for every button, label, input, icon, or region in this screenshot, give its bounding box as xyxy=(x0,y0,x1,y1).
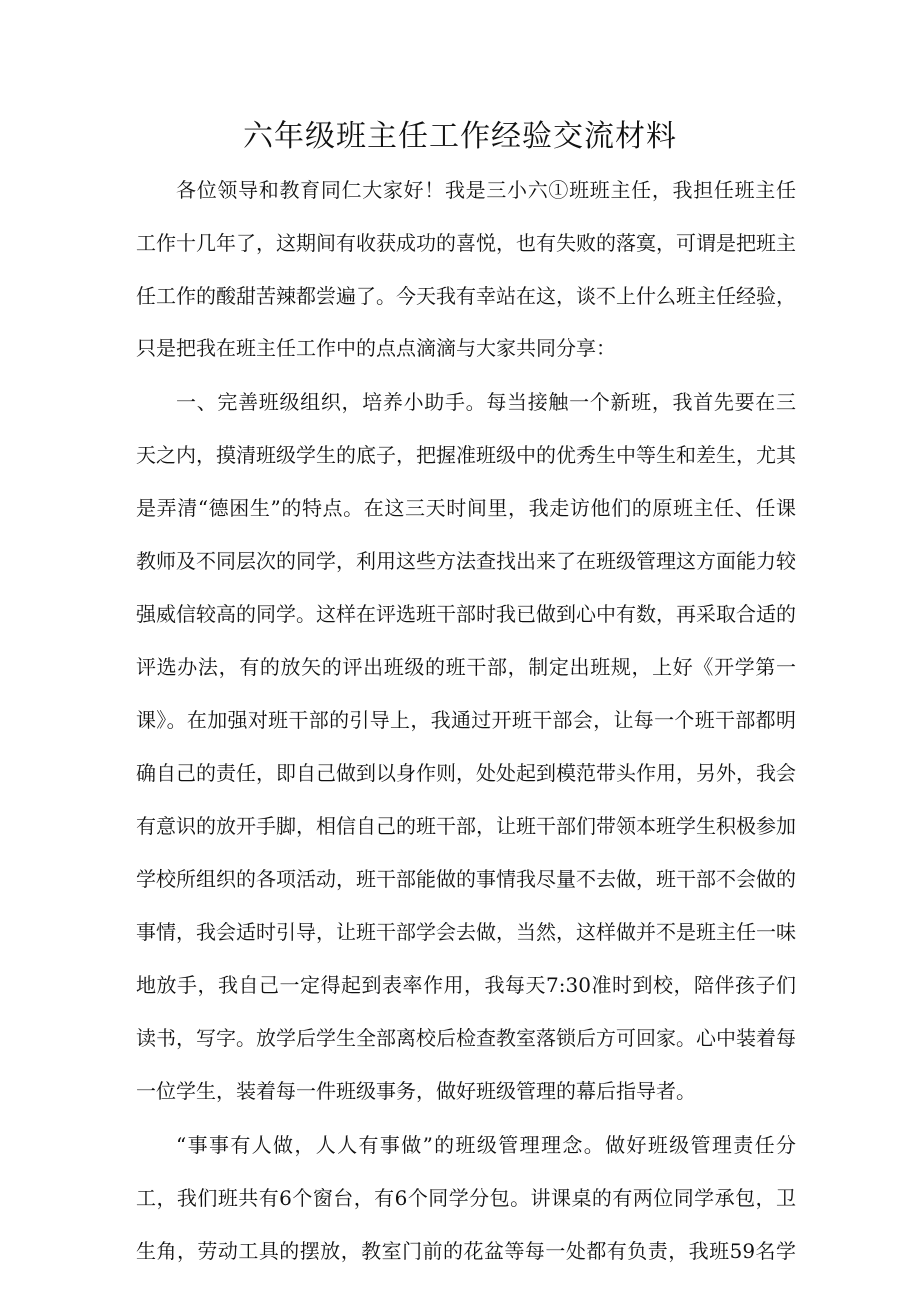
paragraph-2-line-14: 一位学生，装着每一件班级事务，做好班级管理的幕后指导者。 xyxy=(136,1079,696,1103)
paragraph-3-line-3: 生角，劳动工具的摆放，教室门前的花盆等每一处都有负责，我班59名学 xyxy=(136,1239,796,1263)
paragraph-2-line-6: 评选办法，有的放矢的评出班级的班干部，制定出班规，上好《开学第一 xyxy=(136,655,796,679)
paragraph-2-line-5: 强威信较高的同学。这样在评选班干部时我已做到心中有数，再采取合适的 xyxy=(136,602,796,626)
paragraph-2-line-3: 是弄清“德困生”的特点。在这三天时间里，我走访他们的原班主任、任课 xyxy=(136,496,796,520)
paragraph-2-line-4: 教师及不同层次的同学，利用这些方法查找出来了在班级管理这方面能力较 xyxy=(136,549,796,573)
paragraph-2-line-13: 读书，写字。放学后学生全部离校后检查教室落锁后方可回家。心中装着每 xyxy=(136,1026,796,1050)
paragraph-2-line-2: 天之内，摸清班级学生的底子，把握准班级中的优秀生中等生和差生，尤其 xyxy=(136,443,796,467)
paragraph-2-line-7: 课》。在加强对班干部的引导上，我通过开班干部会，让每一个班干部都明 xyxy=(136,708,796,732)
paragraph-2-line-12: 地放手，我自己一定得起到表率作用，我每天7:30准时到校，陪伴孩子们 xyxy=(136,973,796,997)
paragraph-1-line-4: 只是把我在班主任工作中的点点滴滴与大家共同分享： xyxy=(136,336,616,360)
paragraph-2-line-11: 事情，我会适时引导，让班干部学会去做，当然，这样做并不是班主任一味 xyxy=(136,920,796,944)
paragraph-2-line-10: 学校所组织的各项活动，班干部能做的事情我尽量不去做，班干部不会做的 xyxy=(136,867,796,891)
paragraph-2-line-1: 一、完善班级组织，培养小助手。每当接触一个新班，我首先要在三 xyxy=(176,390,796,414)
paragraph-2-line-8: 确自己的责任，即自己做到以身作则，处处起到模范带头作用，另外，我会 xyxy=(136,761,796,785)
paragraph-3-line-2: 工，我们班共有6个窗台，有6个同学分包。讲课桌的有两位同学承包，卫 xyxy=(136,1186,796,1210)
paragraph-1-line-3: 任工作的酸甜苦辣都尝遍了。今天我有幸站在这，谈不上什么班主任经验， xyxy=(136,284,796,308)
paragraph-2-line-9: 有意识的放开手脚，相信自己的班干部，让班干部们带领本班学生积极参加 xyxy=(136,814,796,838)
paragraph-1-line-2: 工作十几年了，这期间有收获成功的喜悦，也有失败的落寞，可谓是把班主 xyxy=(136,231,796,255)
paragraph-1-line-1: 各位领导和教育同仁大家好！我是三小六①班班主任，我担任班主任 xyxy=(176,178,796,202)
page-title: 六年级班主任工作经验交流材料 xyxy=(243,119,677,154)
paragraph-3-line-1: “事事有人做，人人有事做”的班级管理理念。做好班级管理责任分 xyxy=(176,1133,796,1157)
